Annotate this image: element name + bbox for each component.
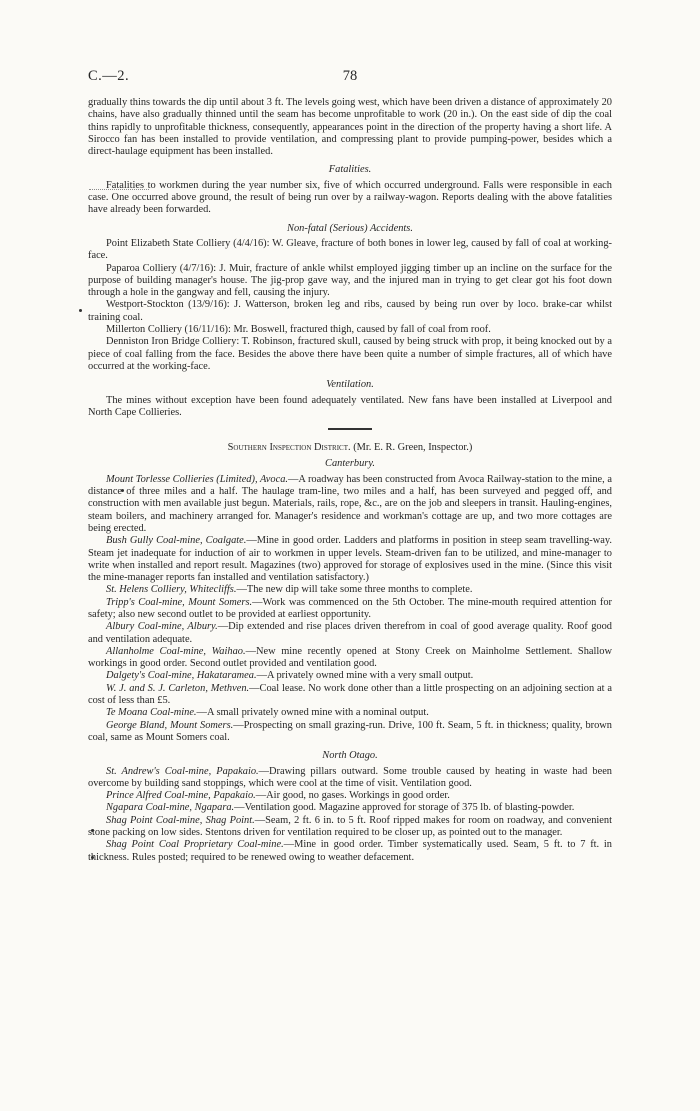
page-number: 78 [342, 68, 358, 84]
section-heading-fatalities: Fatalities. [328, 164, 372, 176]
mine-report [88, 535, 612, 584]
mine-report [88, 707, 612, 719]
accident-paragraph: Paparoa Colliery (4/7/16): J. Muir, fracture of ankle whilst employed jigging timber up an incline on the surface for the purpose of building manager's house. The jig-prop gave way, and the injured man in trying to get clear got his foot down through a hole in the gangway and fell, causing the injury. [88, 262, 612, 299]
mine-report-text: —The new dip will take some three months to complete. [236, 584, 473, 596]
mine-report-text: —Air good, no gases. Workings in good order. [255, 790, 450, 802]
mine-report-text: —Ventilation good. Magazine approved for storage of 375 lb. of blasting-powder. [234, 802, 575, 814]
mine-name: W. J. and S. J. Carleton, Methven. [106, 682, 250, 694]
canterbury-mine-reports [88, 474, 612, 745]
region-heading-north-otago: North Otago. [322, 750, 378, 762]
district-inspector: (Mr. E. R. Green, Inspector.) [353, 442, 473, 454]
accident-paragraph: Point Elizabeth State Colliery (4/4/16): W. Gleave, fracture of both bones in lower leg, caused by fall of coal at working-face. [88, 237, 612, 262]
continued-paragraph: gradually thins towards the dip until about 3 ft. The levels going west, which have been driven a distance of approximately 20 chains, have also gradually thinned until the seam has become unprofitable to work (20 in.). On the east side of dip the coal thins rapidly to unprofitable thickness, consequently, appearances point in the direction of the property having a short life. A Sirocco fan has been installed to provide ventilation, and compressing plant to provide pumping-power, besides which a direct-haulage equipment has been installed. [88, 97, 612, 158]
mine-report-text: —Mine in good order. Ladders and platforms in position in steep seam travelling-way. Steam jet inadequate for induction of air to workmen in upper levels. Steam-driven fan to be utilized, and mine-manager to write when installed and report result. Magazines (two) approved for storage of explosives used in the mine. (Since this visit the mine-manager reports fan installed and ventilation satisfactory.) [88, 535, 612, 584]
mine-report-text: —A privately owned mine with a very small output. [256, 670, 474, 682]
mine-report-text: —Mine in good order. Timber systematically used. Seam, 5 ft. to 7 ft. in thickness. Rules posted; required to be renewed owing to weather defacement. [88, 839, 612, 863]
mine-name: Albury Coal-mine, Albury. [106, 621, 218, 633]
mine-name: Ngapara Coal-mine, Ngapara. [106, 802, 235, 814]
mine-report [88, 584, 612, 596]
mine-report-text: —A small privately owned mine with a nominal output. [196, 707, 429, 719]
section-heading-nonfatal: Non-fatal (Serious) Accidents. [287, 222, 413, 234]
ventilation-paragraph: The mines without exception have been found adequately ventilated. New fans have been installed at Liverpool and North Cape Collieries. [88, 394, 612, 418]
mine-report [88, 802, 612, 814]
mine-report [88, 646, 612, 671]
mine-report [88, 790, 612, 802]
mine-name: Mount Torlesse Collieries (Limited), Avoca. [106, 473, 288, 485]
mine-name: Dalgety's Coal-mine, Hakataramea. [106, 670, 257, 682]
mine-report [88, 597, 612, 622]
accident-paragraph: Denniston Iron Bridge Colliery: T. Robinson, fractured skull, caused by being struck with prop, it being knocked out by a piece of coal falling from the face. Besides the above there have been quite a number of simple fractures, all of which have occurred at the working-face. [88, 336, 612, 372]
mine-name: Shag Point Coal-mine, Shag Point. [106, 814, 255, 826]
mine-report-text: —Coal lease. No work done other than a little prospecting on an adjoining section at a cost of less than £5. [88, 682, 612, 707]
mine-report-text: —Drawing pillars outward. Some trouble caused by heating in waste had been overcome by building sand stoppings, which were cool at the time of visit. Ventilation good. [88, 765, 612, 789]
section-divider [328, 428, 372, 430]
mine-report-text: —Prospecting on small grazing-run. Drive, 100 ft. Seam, 5 ft. in thickness; quality, brown coal, same as Mount Somers coal. [88, 719, 612, 743]
mine-name: St. Andrew's Coal-mine, Papakaio. [106, 765, 259, 777]
mine-report [88, 683, 612, 708]
document-reference: C.—2. [88, 68, 130, 84]
mine-report-text: —Seam, 2 ft. 6 in. to 5 ft. Roof ripped makes for room on roadway, and convenient stone packing on low sides. Stentons driven for ventilation required to be closer up, as pointed out to the manager. [88, 814, 612, 839]
document-body [88, 97, 612, 864]
mine-name: Prince Alfred Coal-mine, Papakaio. [106, 790, 256, 802]
mine-name: Te Moana Coal-mine. [106, 707, 197, 719]
otago-mine-reports [88, 766, 612, 864]
fatalities-paragraph: Fatalities to workmen during the year number six, five of which occurred underground. Falls were responsible in each case. One occurred above ground, the result of being run over by a railway-wagon. Reports dealing with the above fatalities have already been forwarded. [88, 179, 612, 216]
mine-name: George Bland, Mount Somers. [106, 719, 234, 731]
mine-report [88, 839, 612, 864]
accident-paragraph: Millerton Colliery (16/11/16): Mr. Boswell, fractured thigh, caused by fall of coal from roof. [106, 324, 491, 336]
district-title: Southern Inspection District. [227, 442, 351, 454]
margin-dot [79, 309, 82, 312]
mine-name: Bush Gully Coal-mine, Coalgate. [106, 535, 247, 547]
mine-report [88, 720, 612, 745]
section-heading-ventilation: Ventilation. [326, 379, 374, 391]
mine-report [88, 766, 612, 791]
mine-name: Allanholme Coal-mine, Waihao. [106, 645, 246, 657]
mine-name: Tripp's Coal-mine, Mount Somers. [106, 596, 253, 608]
accident-paragraph: Westport-Stockton (13/9/16): J. Watterson, broken leg and ribs, caused by being run over by loco. brake-car whilst training coal. [88, 299, 612, 323]
mine-report-text: —Dip extended and rise places driven therefrom in coal of good average quality. Roof good and ventilation adequate. [88, 621, 612, 645]
mine-report [88, 621, 612, 646]
mine-report-text: —New mine recently opened at Stony Creek on Mainholme Settlement. Shallow workings in good order. Second outlet provided and ventilation good. [88, 645, 612, 670]
mine-name: St. Helens Colliery, Whitecliffs. [106, 584, 237, 596]
mine-report-text: —Work was commenced on the 5th October. The mine-mouth required attention for safety; also new second outlet to be provided at earliest opportunity. [88, 596, 612, 620]
mine-report-text: —A roadway has been constructed from Avoca Railway-station to the mine, a distance of three miles and a half. The haulage tram-line, two miles and a half, has been surveyed and pegged off, and construction with men available just begun. Materials, rails, rope, &c., are on the job and sleepers in transit. Hauling-engines, steam boilers, and machinery arranged for. Manager's residence and workman's cottage are up, and two more cottages are being erected. [88, 473, 612, 534]
district-heading [88, 442, 612, 454]
page-header [88, 68, 612, 88]
mine-report [88, 474, 612, 535]
mine-report [88, 815, 612, 840]
region-heading-canterbury: Canterbury. [325, 458, 375, 470]
mine-report [88, 670, 612, 682]
mine-name: Shag Point Coal Proprietary Coal-mine. [106, 839, 284, 851]
